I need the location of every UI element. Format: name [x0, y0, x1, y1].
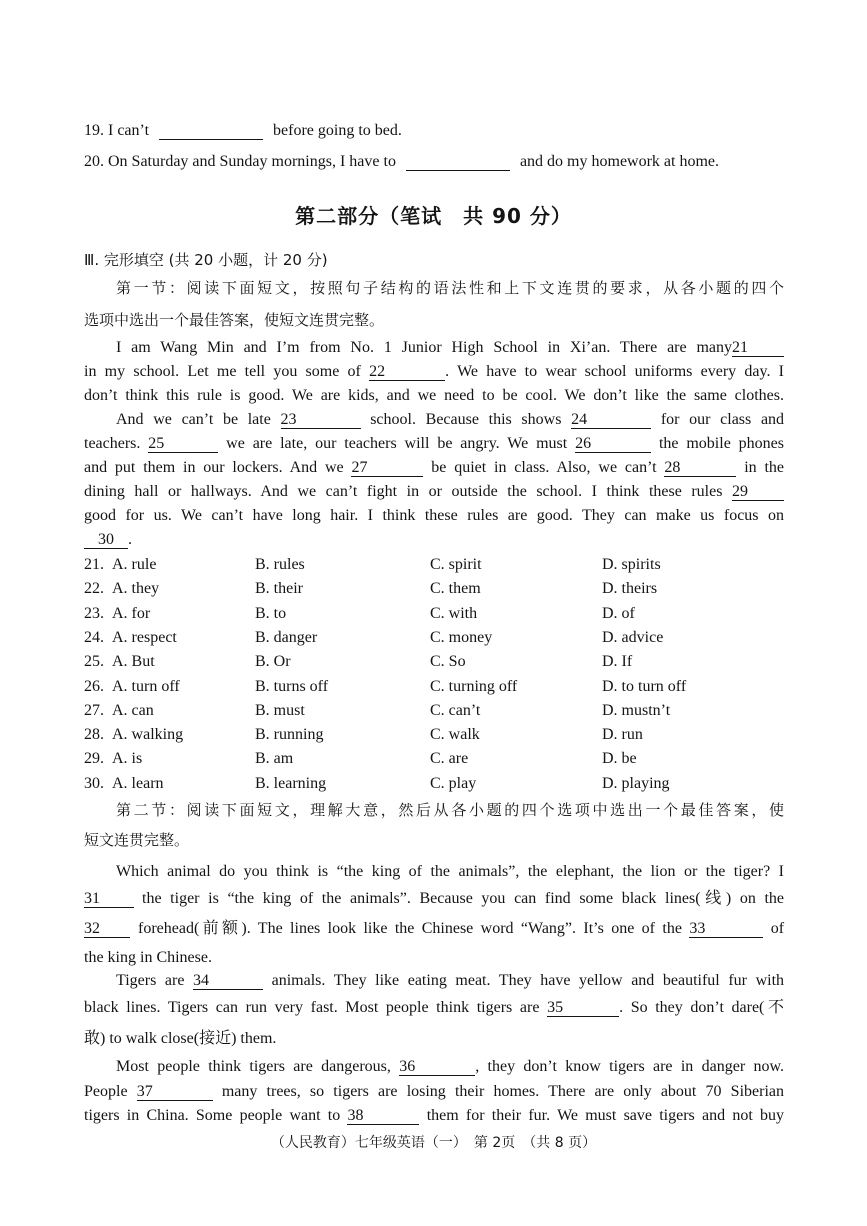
- option-number: 26.: [84, 677, 104, 695]
- blank-33: 33: [689, 920, 763, 938]
- option-number: 25.: [84, 653, 104, 671]
- blank-26: 26: [575, 435, 651, 453]
- option-b[interactable]: B. rules: [255, 556, 305, 573]
- option-number: 28.: [84, 726, 104, 744]
- passage-text: animals. They like eating meat. They have yellow and beautiful fur with: [271, 972, 785, 989]
- passage-text: school. Because this shows: [370, 411, 562, 428]
- passage-text: we are late, our teachers will be angry. We must: [226, 435, 568, 452]
- option-d[interactable]: D. run: [602, 726, 643, 744]
- option-number: 21.: [84, 556, 104, 573]
- option-number: 23.: [84, 604, 104, 622]
- option-a[interactable]: A. is: [112, 750, 143, 768]
- option-d[interactable]: D. advice: [602, 628, 664, 646]
- option-number: 24.: [84, 628, 104, 646]
- passage2-line: [84, 889, 784, 909]
- passage2-line: the king in Chinese.: [84, 949, 212, 966]
- passage1-line: [84, 530, 784, 550]
- passage-text: teachers.: [84, 435, 141, 452]
- passage-text: the tiger is “the king of the animals”. Because you can find some black lines(线) on the: [142, 890, 784, 907]
- option-a[interactable]: A. for: [112, 604, 151, 622]
- option-a[interactable]: A. turn off: [112, 677, 180, 695]
- passage-text: in the: [744, 459, 785, 476]
- passage-text: dining hall or hallways. And we can’t fight in or outside the school. I think these rules: [84, 483, 723, 500]
- option-number: 30.: [84, 774, 104, 792]
- option-c[interactable]: C. can’t: [430, 701, 481, 719]
- passage-text: , they don’t know tigers are in danger now.: [475, 1058, 784, 1075]
- passage2-line: 敢) to walk close(接近) them.: [84, 1030, 277, 1047]
- option-number: 27.: [84, 701, 104, 719]
- option-c[interactable]: C. So: [430, 653, 466, 671]
- passage1-line: good for us. We can’t have long hair. I think these rules are good. They can make us focus on: [84, 507, 784, 524]
- option-a[interactable]: A. But: [112, 653, 155, 671]
- option-a[interactable]: A. rule: [112, 556, 157, 573]
- passage-text: for our class and: [660, 411, 785, 428]
- question-20-text: 20. On Saturday and Sunday mornings, I have to: [84, 153, 396, 170]
- passage2-line: Which animal do you think is “the king of the animals”, the elephant, the lion or the tiger? I: [116, 863, 784, 880]
- question-20-tail: and do my homework at home.: [519, 153, 720, 170]
- blank-37: 37: [137, 1083, 213, 1101]
- passage2-line: [116, 971, 784, 991]
- blank-28: 28: [664, 459, 736, 477]
- passage1-line: don’t think this rule is good. We are kids, and we need to be cool. We don’t like the same clothes.: [84, 387, 784, 404]
- option-c[interactable]: C. turning off: [430, 677, 518, 695]
- option-d[interactable]: D. be: [602, 750, 637, 768]
- passage-text: many trees, so tigers are losing their homes. There are only about 70 Siberian: [221, 1083, 785, 1100]
- passage1-line: [84, 458, 784, 478]
- option-d[interactable]: D. to turn off: [602, 677, 687, 695]
- section-heading: Ⅲ. 完形填空 (共 20 小题，计 20 分): [84, 251, 328, 269]
- blank-24: 24: [571, 411, 651, 429]
- option-c[interactable]: C. them: [430, 580, 481, 598]
- blank-27: 27: [351, 459, 423, 477]
- passage-text: and put them in our lockers. And we: [84, 459, 344, 476]
- option-b[interactable]: B. must: [255, 701, 305, 719]
- passage1-line: [84, 434, 784, 454]
- blank-38: 38: [347, 1107, 419, 1125]
- blank-23: 23: [281, 411, 361, 429]
- passage-text: I am Wang Min and I’m from No. 1 Junior High School in Xi’an. There are many: [116, 339, 732, 356]
- blank-31: 31: [84, 890, 134, 908]
- question-19-tail: before going to bed.: [273, 122, 402, 139]
- option-a[interactable]: A. learn: [112, 774, 164, 792]
- option-d[interactable]: D. playing: [602, 774, 670, 792]
- passage1-line: [116, 410, 784, 430]
- option-c[interactable]: C. spirit: [430, 556, 482, 573]
- option-b[interactable]: B. learning: [255, 774, 327, 792]
- blank-29: 29: [732, 483, 784, 501]
- option-a[interactable]: A. they: [112, 580, 160, 598]
- passage-text: . So they don’t dare(不: [619, 999, 785, 1016]
- passage-text: in my school. Let me tell you some of: [84, 363, 361, 380]
- blank-21: 21: [732, 339, 784, 357]
- question-19: [84, 121, 784, 141]
- answer-blank-20[interactable]: [406, 153, 510, 171]
- section2-instruction-line1: 第二节：阅读下面短文，理解大意，然后从各小题的四个选项中选出一个最佳答案，使: [116, 801, 784, 819]
- blank-36: 36: [399, 1058, 475, 1076]
- passage2-line: [116, 1057, 784, 1077]
- passage-text: forehead(前额). The lines look like the Chinese word “Wang”. It’s one of the: [138, 920, 682, 937]
- blank-35: 35: [547, 999, 619, 1017]
- passage-text: People: [84, 1083, 128, 1100]
- blank-25: 25: [148, 435, 218, 453]
- passage-text: .: [128, 531, 132, 548]
- passage1-line: [84, 362, 784, 382]
- passage-text: And we can’t be late: [116, 411, 271, 428]
- passage-text: . We have to wear school uniforms every day. I: [445, 363, 784, 380]
- passage2-line: [84, 1106, 784, 1126]
- option-b[interactable]: B. danger: [255, 628, 318, 646]
- passage-text: Most people think tigers are dangerous,: [116, 1058, 391, 1075]
- passage-text: tigers in China. Some people want to: [84, 1107, 341, 1124]
- option-d[interactable]: D. theirs: [602, 580, 658, 598]
- blank-34: 34: [193, 972, 263, 990]
- section1-instruction-line1: 第一节：阅读下面短文，按照句子结构的语法性和上下文连贯的要求，从各小题的四个: [116, 279, 784, 297]
- option-d[interactable]: D. of: [602, 604, 635, 622]
- passage1-line: [84, 482, 784, 502]
- option-c[interactable]: C. with: [430, 604, 478, 622]
- passage-text: Tigers are: [116, 972, 185, 989]
- option-b[interactable]: B. am: [255, 750, 294, 768]
- blank-32: 32: [84, 920, 130, 938]
- option-c[interactable]: C. money: [430, 628, 493, 646]
- option-b[interactable]: B. running: [255, 726, 324, 744]
- section2-instruction-line2: 短文连贯完整。: [84, 831, 190, 849]
- section1-instruction-line2: 选项中选出一个最佳答案，使短文连贯完整。: [84, 311, 385, 329]
- option-b[interactable]: B. to: [255, 604, 287, 622]
- option-c[interactable]: C. are: [430, 750, 469, 768]
- page-footer: （人民教育）七年级英语（一） 第 2页 （共 8 页）: [270, 1135, 597, 1151]
- passage2-line: [84, 998, 784, 1018]
- option-b[interactable]: B. turns off: [255, 677, 329, 695]
- passage-text: them for their fur. We must save tigers and not buy: [426, 1107, 785, 1124]
- option-a[interactable]: A. walking: [112, 726, 184, 744]
- passage1-line: [116, 338, 784, 358]
- passage2-line: [84, 1082, 784, 1102]
- option-number: 29.: [84, 750, 104, 768]
- question-20: [84, 152, 784, 172]
- option-c[interactable]: C. play: [430, 774, 477, 792]
- passage-text: be quiet in class. Also, we can’t: [431, 459, 657, 476]
- option-d[interactable]: D. If: [602, 653, 633, 671]
- option-b[interactable]: B. their: [255, 580, 303, 598]
- option-a[interactable]: A. can: [112, 701, 154, 719]
- passage-text: black lines. Tigers can run very fast. Most people think tigers are: [84, 999, 540, 1016]
- option-b[interactable]: B. Or: [255, 653, 291, 671]
- passage-text: the mobile phones: [658, 435, 784, 452]
- question-19-text: 19. I can’t: [84, 122, 150, 139]
- passage-text: of: [770, 920, 785, 937]
- option-number: 22.: [84, 580, 104, 598]
- answer-blank-19[interactable]: [159, 122, 263, 140]
- blank-30: 30: [84, 531, 128, 549]
- part-two-title: 第二部分（笔试 共 90 分）: [295, 204, 572, 228]
- option-a[interactable]: A. respect: [112, 628, 177, 646]
- option-d[interactable]: D. mustn’t: [602, 701, 671, 719]
- option-c[interactable]: C. walk: [430, 726, 480, 744]
- option-d[interactable]: D. spirits: [602, 556, 661, 573]
- blank-22: 22: [369, 363, 445, 381]
- passage2-line: [84, 919, 784, 939]
